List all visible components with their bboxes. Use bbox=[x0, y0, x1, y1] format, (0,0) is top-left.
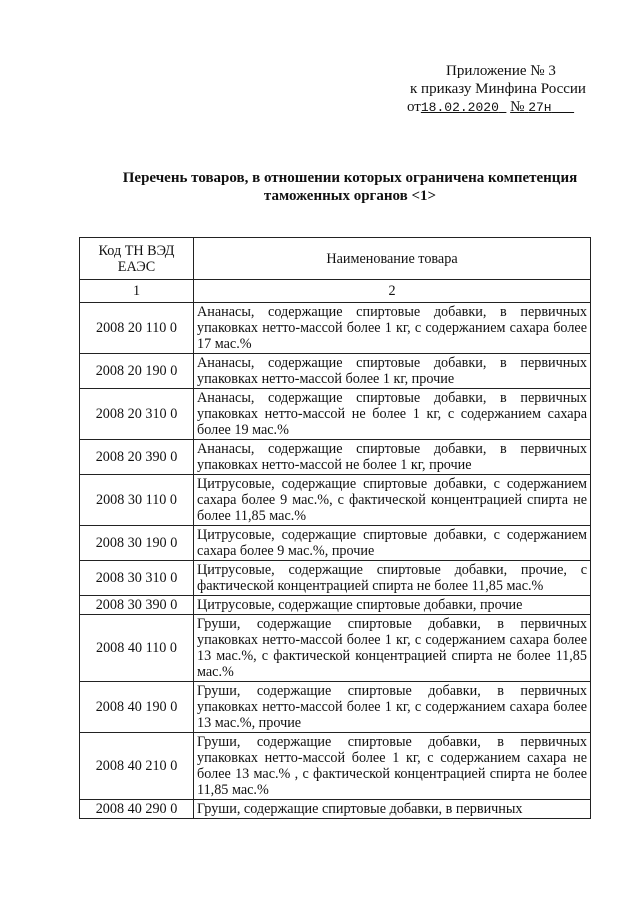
appendix-line2: к приказу Минфина России bbox=[410, 81, 586, 97]
order-number: 27н bbox=[528, 100, 552, 115]
goods-name: Ананасы, содержащие спиртовые добавки, в первичных упаковках нетто-массой не более 1 кг, с содержанием сахара более 19 мас.% bbox=[194, 389, 591, 440]
table-row bbox=[80, 561, 591, 596]
tnved-code: 2008 30 190 0 bbox=[80, 526, 194, 561]
tnved-code: 2008 40 190 0 bbox=[80, 682, 194, 733]
column-number-row bbox=[80, 280, 591, 303]
table-row bbox=[80, 596, 591, 615]
table-row bbox=[80, 733, 591, 800]
title-line1: Перечень товаров, в отношении которых ограничена компетенция bbox=[122, 170, 578, 186]
tnved-code: 2008 30 390 0 bbox=[80, 596, 194, 615]
table-row bbox=[80, 303, 591, 354]
table-row bbox=[80, 682, 591, 733]
goods-name: Ананасы, содержащие спиртовые добавки, в первичных упаковках нетто-массой более 1 кг, с содержанием сахара более 17 мас.% bbox=[194, 303, 591, 354]
column-number: 2 bbox=[194, 280, 591, 303]
appendix-line1: Приложение № 3 bbox=[446, 63, 556, 79]
goods-name: Ананасы, содержащие спиртовые добавки, в первичных упаковках нетто-массой не более 1 кг, прочие bbox=[194, 440, 591, 475]
goods-name: Цитрусовые, содержащие спиртовые добавки, прочие bbox=[194, 596, 591, 615]
header-code: Код ТН ВЭД ЕАЭС bbox=[80, 238, 194, 280]
table-row bbox=[80, 526, 591, 561]
number-label: № bbox=[510, 99, 525, 115]
table-row bbox=[80, 354, 591, 389]
title-line2: таможенных органов <1> bbox=[263, 188, 437, 204]
goods-name: Ананасы, содержащие спиртовые добавки, в первичных упаковках нетто-массой более 1 кг, прочие bbox=[194, 354, 591, 389]
goods-name: Цитрусовые, содержащие спиртовые добавки, прочие, с фактической концентрацией спирта не более 11,85 мас.% bbox=[194, 561, 591, 596]
goods-name: Цитрусовые, содержащие спиртовые добавки, с содержанием сахара более 9 мас.%, прочие bbox=[194, 526, 591, 561]
date-prefix: от bbox=[407, 99, 421, 115]
tnved-code: 2008 40 110 0 bbox=[80, 615, 194, 682]
table-row bbox=[80, 800, 591, 819]
goods-name: Цитрусовые, содержащие спиртовые добавки, с содержанием сахара более 9 мас.%, с фактической концентрацией спирта не более 11,85 мас.% bbox=[194, 475, 591, 526]
tnved-code: 2008 20 390 0 bbox=[80, 440, 194, 475]
goods-name: Груши, содержащие спиртовые добавки, в первичных упаковках нетто-массой более 1 кг, с содержанием сахара не более 13 мас.% , с фактической концентрацией спирта не более 11,85 мас.% bbox=[194, 733, 591, 800]
goods-name: Груши, содержащие спиртовые добавки, в первичных упаковках нетто-массой более 1 кг, с содержанием сахара более 13 мас.%, прочие bbox=[194, 682, 591, 733]
tnved-code: 2008 30 110 0 bbox=[80, 475, 194, 526]
goods-name: Груши, содержащие спиртовые добавки, в первичных упаковках нетто-массой более 1 кг, с содержанием сахара более 13 мас.%, с фактической концентрацией спирта не более 11,85 мас.% bbox=[194, 615, 591, 682]
tnved-code: 2008 40 290 0 bbox=[80, 800, 194, 819]
table-row bbox=[80, 475, 591, 526]
order-date: 18.02.2020 bbox=[420, 100, 499, 115]
column-number: 1 bbox=[80, 280, 194, 303]
tnved-code: 2008 20 310 0 bbox=[80, 389, 194, 440]
goods-table bbox=[79, 237, 591, 819]
tnved-code: 2008 20 190 0 bbox=[80, 354, 194, 389]
goods-name: Груши, содержащие спиртовые добавки, в первичных bbox=[194, 800, 591, 819]
table-row bbox=[80, 615, 591, 682]
table-row bbox=[80, 440, 591, 475]
tnved-code: 2008 20 110 0 bbox=[80, 303, 194, 354]
header-name: Наименование товара bbox=[194, 238, 591, 280]
table-row bbox=[80, 389, 591, 440]
tnved-code: 2008 40 210 0 bbox=[80, 733, 194, 800]
tnved-code: 2008 30 310 0 bbox=[80, 561, 194, 596]
